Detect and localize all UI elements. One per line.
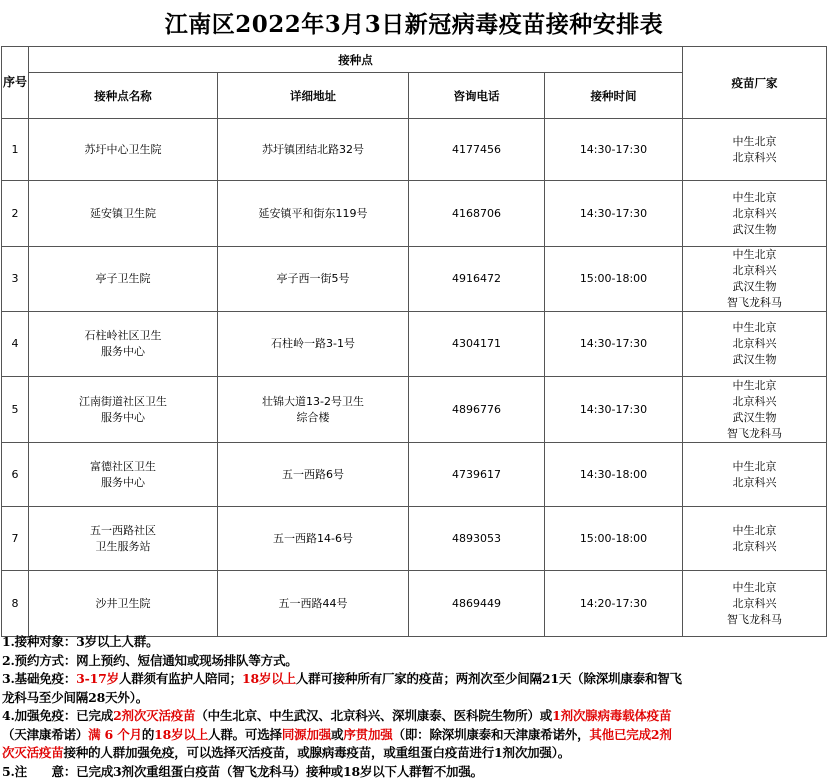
address-cell [218,312,409,377]
time-cell: 14:30-18:00 [545,443,683,507]
site-name-cell [29,443,218,507]
time-cell: 15:00-18:00 [545,507,683,571]
phone-cell: 4896776 [409,377,545,443]
site-name-cell [29,181,218,247]
note-text: 的 [141,726,155,742]
schedule-table [1,46,827,637]
site-name-line: 卫生服务站 [95,539,151,553]
manufacturer-cell [683,507,827,571]
site-name-line: 江南街道社区卫生 [79,394,167,408]
manufacturer-line: 北京科兴 [732,337,777,350]
time-cell: 14:30-17:30 [545,119,683,181]
address-cell [218,377,409,443]
phone-cell: 4177456 [409,119,545,181]
table-row [2,181,827,247]
manufacturer-line: 北京科兴 [732,394,777,408]
highlight-text: 其他已完成2剂 [589,726,672,742]
site-name-cell [29,377,218,443]
note-3-cont: 龙科马至少间隔28天外）。 [2,689,149,705]
address-cell [218,247,409,312]
note-text: （中生北京、中生武汉、北京科兴、深圳康泰、医科院生物所）或 [195,708,553,723]
note-text: （即：除深圳康泰和天津康希诺外， [392,726,590,742]
manufacturer-line: 武汉生物 [732,222,777,236]
manufacturer-line: 北京科兴 [732,206,777,220]
table-row [2,571,827,637]
header-address: 详细地址 [218,73,409,119]
manufacturer-line: 中生北京 [732,134,777,148]
manufacturer-line: 中生北京 [732,378,777,392]
site-name-line: 服务中心 [101,475,145,489]
address-cell [218,507,409,571]
manufacturer-cell [683,571,827,637]
manufacturer-line: 北京科兴 [732,539,777,553]
address-line: 综合楼 [296,410,330,424]
highlight-text: 18岁以上 [241,671,296,686]
address-cell [218,571,409,637]
phone-cell: 4739617 [409,443,545,507]
address-cell [218,181,409,247]
seq-cell: 7 [2,507,29,571]
site-name-cell [29,507,218,571]
manufacturer-cell [683,443,827,507]
highlight-text: 满 6 个月 [88,726,142,742]
highlight-text: 同源加强 [281,726,332,742]
site-name-line: 五一西路社区 [90,523,156,537]
highlight-text: 3-17岁 [76,671,119,686]
note-4 [2,707,826,726]
table-row [2,119,827,181]
seq-cell: 1 [2,119,29,181]
note-3 [2,670,826,689]
page-title: 江南区2022年3月3日新冠病毒疫苗接种安排表 [164,11,664,38]
manufacturer-line: 中生北京 [732,459,777,473]
manufacturer-line: 智飞龙科马 [727,296,782,309]
site-name-line: 服务中心 [101,410,145,424]
time-cell: 14:30-17:30 [545,312,683,377]
manufacturer-line: 智飞龙科马 [727,426,782,440]
note-text: 人群须有监护人陪同； [118,671,242,686]
manufacturer-cell [683,181,827,247]
time-cell: 15:00-18:00 [545,247,683,312]
schedule-body [2,119,827,637]
header-site-name: 接种点名称 [29,73,218,119]
manufacturer-line: 中生北京 [732,580,777,594]
phone-cell: 4916472 [409,247,545,312]
address-line: 五一西路44号 [278,596,348,610]
seq-cell: 2 [2,181,29,247]
address-line: 亭子西一街5号 [276,272,350,285]
seq-cell: 5 [2,377,29,443]
manufacturer-line: 武汉生物 [732,353,777,366]
manufacturer-line: 北京科兴 [732,264,777,277]
manufacturer-line: 北京科兴 [732,475,777,489]
phone-cell: 4304171 [409,312,545,377]
note-text: 接种的人群加强免疫，可以选择灭活疫苗，或腺病毒疫苗，或重组蛋白疫苗进行1剂次加强）。 [63,745,571,760]
manufacturer-line: 中生北京 [732,248,777,261]
highlight-text: 序贯加强 [343,726,393,742]
site-name-line: 石柱岭社区卫生 [84,329,162,342]
manufacturer-line: 武汉生物 [732,410,777,424]
table-row [2,443,827,507]
highlight-text: 18岁以上 [154,726,209,742]
manufacturer-cell [683,247,827,312]
manufacturer-line: 智飞龙科马 [727,612,782,626]
address-line: 苏圩镇团结北路32号 [262,142,364,156]
notes-section [2,633,826,781]
note-1: 1.接种对象：3岁以上人群。 [2,634,159,649]
site-name-cell [29,247,218,312]
site-name-line: 沙井卫生院 [95,596,151,610]
highlight-text: 1剂次腺病毒载体疫苗 [552,708,672,723]
time-cell: 14:30-17:30 [545,377,683,443]
manufacturer-cell [683,119,827,181]
header-manufacturer: 疫苗厂家 [683,47,827,119]
table-row [2,312,827,377]
address-line: 壮锦大道13-2号卫生 [262,394,364,408]
header-phone: 咨询电话 [409,73,545,119]
note-text: 人群可接种所有厂家的疫苗；两剂次至少间隔21天（除深圳康泰和智飞 [295,671,682,686]
table-row [2,377,827,443]
site-name-line: 富德社区卫生 [90,459,156,473]
address-cell [218,443,409,507]
address-line: 五一西路14-6号 [273,531,353,545]
address-line: 石柱岭一路3-1号 [271,337,355,350]
site-name-cell [29,571,218,637]
manufacturer-line: 北京科兴 [732,596,777,610]
address-cell [218,119,409,181]
manufacturer-line: 武汉生物 [732,280,777,293]
note-text: 人群。可选择 [208,726,282,742]
manufacturer-line: 北京科兴 [732,150,777,164]
note-text: 4.加强免疫：已完成 [2,708,114,723]
time-cell: 14:30-17:30 [545,181,683,247]
header-site-group: 接种点 [29,47,683,73]
note-text: （天津康希诺） [2,726,89,742]
site-name-line: 延安镇卫生院 [90,206,156,220]
manufacturer-cell [683,312,827,377]
note-4-cont2 [2,744,826,763]
manufacturer-cell [683,377,827,443]
site-name-cell [29,312,218,377]
seq-cell: 3 [2,247,29,312]
manufacturer-line: 中生北京 [732,190,777,204]
address-line: 延安镇平和街东119号 [258,206,368,220]
note-5: 5.注 意：已完成3剂次重组蛋白疫苗（智飞龙科马）接种或18岁以下人群暂不加强。 [2,763,483,779]
seq-cell: 8 [2,571,29,637]
note-text: 或 [331,726,344,742]
highlight-text: 2剂次灭活疫苗 [113,708,196,723]
address-line: 五一西路6号 [282,467,344,481]
note-4-cont [2,726,826,745]
phone-cell: 4893053 [409,507,545,571]
time-cell: 14:20-17:30 [545,571,683,637]
note-text: 3.基础免疫： [2,671,77,686]
site-name-line: 亭子卫生院 [95,272,151,285]
note-2: 2.预约方式：网上预约、短信通知或现场排队等方式。 [2,652,298,668]
manufacturer-line: 中生北京 [732,523,777,537]
header-time: 接种时间 [545,73,683,119]
table-row [2,507,827,571]
site-name-cell [29,119,218,181]
header-seq: 序号 [2,47,29,119]
highlight-text: 次灭活疫苗 [2,745,64,760]
seq-cell: 6 [2,443,29,507]
phone-cell: 4168706 [409,181,545,247]
manufacturer-line: 中生北京 [732,321,777,334]
phone-cell: 4869449 [409,571,545,637]
site-name-line: 服务中心 [101,345,145,358]
table-row [2,247,827,312]
seq-cell: 4 [2,312,29,377]
site-name-line: 苏圩中心卫生院 [84,142,162,156]
